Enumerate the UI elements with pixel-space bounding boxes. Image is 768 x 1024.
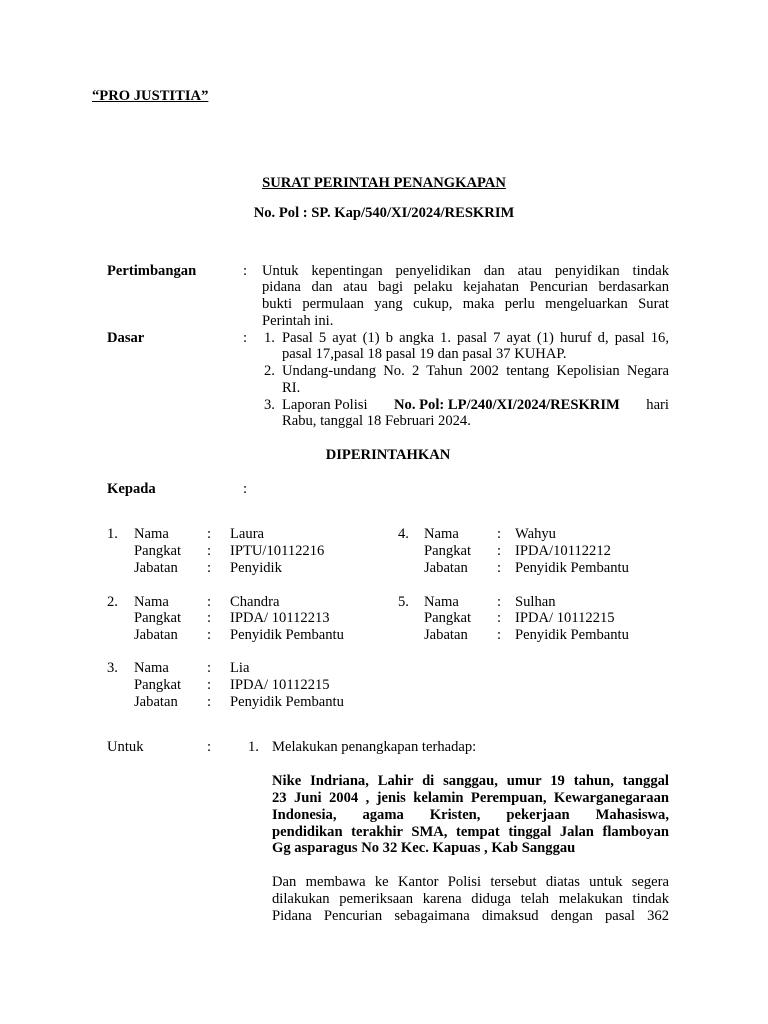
- untuk-colon: :: [207, 739, 212, 755]
- officer-rank: IPDA/ 10112215: [515, 610, 615, 626]
- field-colon: :: [207, 543, 212, 559]
- officer-number: 2.: [107, 594, 118, 610]
- field-colon: :: [207, 677, 212, 693]
- officer-position: Penyidik Pembantu: [230, 627, 344, 643]
- field-colon: :: [497, 560, 502, 576]
- police-report-number: No. Pol: LP/240/XI/2024/RESKRIM: [394, 397, 620, 413]
- field-colon: :: [497, 526, 502, 542]
- diperintahkan-heading: DIPERINTAHKAN: [325, 447, 451, 463]
- field-colon: :: [207, 694, 212, 710]
- dasar-colon: :: [243, 330, 248, 346]
- jabatan-label: Jabatan: [134, 560, 178, 576]
- field-colon: :: [207, 594, 212, 610]
- dasar-item-line: Rabu, tanggal 18 Februari 2024.: [282, 413, 471, 429]
- officer-number: 5.: [398, 594, 409, 610]
- officer-rank: IPDA/ 10112213: [230, 610, 330, 626]
- officer-name: Wahyu: [515, 526, 556, 542]
- kepada-colon: :: [243, 481, 248, 497]
- officer-rank: IPDA/10112212: [515, 543, 611, 559]
- officer-position: Penyidik: [230, 560, 282, 576]
- officer-name: Laura: [230, 526, 265, 542]
- action-line: Dan membawa ke Kantor Polisi tersebut diatas untuk segera: [272, 874, 669, 890]
- officer-position: Penyidik Pembantu: [230, 694, 344, 710]
- officer-position: Penyidik Pembantu: [515, 560, 629, 576]
- jabatan-label: Jabatan: [134, 694, 178, 710]
- field-colon: :: [207, 610, 212, 626]
- jabatan-label: Jabatan: [424, 560, 468, 576]
- dasar-item-text: hari: [646, 397, 669, 413]
- nama-label: Nama: [134, 660, 169, 676]
- dasar-item-line: [282, 397, 669, 414]
- dasar-label: Dasar: [107, 330, 145, 346]
- nama-label: Nama: [134, 526, 169, 542]
- suspect-detail-line: Indonesia, agama Kristen, pekerjaan Mahasiswa,: [272, 807, 669, 823]
- field-colon: :: [497, 610, 502, 626]
- field-colon: :: [207, 526, 212, 542]
- field-colon: :: [497, 594, 502, 610]
- dasar-item-line: RI.: [282, 380, 301, 396]
- untuk-label: Untuk: [107, 739, 144, 755]
- dasar-item-text: Laporan Polisi: [282, 397, 368, 413]
- officer-number: 3.: [107, 660, 118, 676]
- officer-rank: IPTU/10112216: [230, 543, 325, 559]
- pangkat-label: Pangkat: [134, 610, 182, 626]
- pertimbangan-colon: :: [243, 263, 248, 279]
- pertimbangan-line: pidana dan atau bagi pelaku kejahatan Pencurian berdasarkan: [262, 279, 669, 295]
- pangkat-label: Pangkat: [134, 677, 182, 693]
- pangkat-label: Pangkat: [424, 610, 472, 626]
- pangkat-label: Pangkat: [134, 543, 182, 559]
- officer-number: 1.: [107, 526, 118, 542]
- untuk-item-text: Melakukan penangkapan terhadap:: [272, 739, 477, 755]
- officer-name: Sulhan: [515, 594, 556, 610]
- pertimbangan-line: bukti permulaan yang cukup, maka perlu mengeluarkan Surat: [262, 296, 669, 312]
- field-colon: :: [207, 627, 212, 643]
- nama-label: Nama: [424, 594, 459, 610]
- jabatan-label: Jabatan: [424, 627, 468, 643]
- suspect-detail-line: Gg asparagus No 32 Kec. Kapuas , Kab Sanggau: [272, 840, 576, 856]
- document-number: No. Pol : SP. Kap/540/XI/2024/RESKRIM: [253, 205, 515, 221]
- suspect-detail-line: pendidikan terakhir SMA, tempat tinggal Jalan flamboyan: [272, 824, 669, 840]
- action-line: dilakukan pemeriksaan karena diduga telah melakukan tindak: [272, 891, 669, 907]
- field-colon: :: [497, 627, 502, 643]
- officer-rank: IPDA/ 10112215: [230, 677, 330, 693]
- pertimbangan-line: Perintah ini.: [262, 313, 334, 329]
- field-colon: :: [207, 660, 212, 676]
- pangkat-label: Pangkat: [424, 543, 472, 559]
- dasar-item-line: Pasal 5 ayat (1) b angka 1. pasal 7 ayat (1) huruf d, pasal 16,: [282, 330, 669, 346]
- nama-label: Nama: [134, 594, 169, 610]
- field-colon: :: [497, 543, 502, 559]
- nama-label: Nama: [424, 526, 459, 542]
- suspect-detail-line: Nike Indriana, Lahir di sanggau, umur 19 tahun, tanggal: [272, 773, 669, 789]
- dasar-item-number: 2.: [264, 363, 275, 379]
- dasar-item-line: pasal 17,pasal 18 pasal 19 dan pasal 37 KUHAP.: [282, 346, 567, 362]
- officer-name: Lia: [230, 660, 250, 676]
- dasar-item-line: Undang-undang No. 2 Tahun 2002 tentang Kepolisian Negara: [282, 363, 669, 379]
- dasar-item-number: 1.: [264, 330, 275, 346]
- officer-number: 4.: [398, 526, 409, 542]
- document-title: SURAT PERINTAH PENANGKAPAN: [262, 175, 506, 191]
- pertimbangan-line: Untuk kepentingan penyelidikan dan atau penyidikan tindak: [262, 263, 669, 279]
- suspect-detail-line: 23 Juni 2004 , jenis kelamin Perempuan, Kewarganegaraan: [272, 790, 669, 806]
- officer-name: Chandra: [230, 594, 280, 610]
- jabatan-label: Jabatan: [134, 627, 178, 643]
- dasar-item-number: 3.: [264, 397, 275, 413]
- action-line: Pidana Pencurian sebagaimana dimaksud dengan pasal 362: [272, 908, 669, 924]
- officer-position: Penyidik Pembantu: [515, 627, 629, 643]
- kepada-label: Kepada: [107, 481, 156, 497]
- untuk-item-number: 1.: [248, 739, 259, 755]
- field-colon: :: [207, 560, 212, 576]
- pertimbangan-label: Pertimbangan: [107, 263, 197, 279]
- pro-justitia-heading: “PRO JUSTITIA”: [92, 88, 209, 104]
